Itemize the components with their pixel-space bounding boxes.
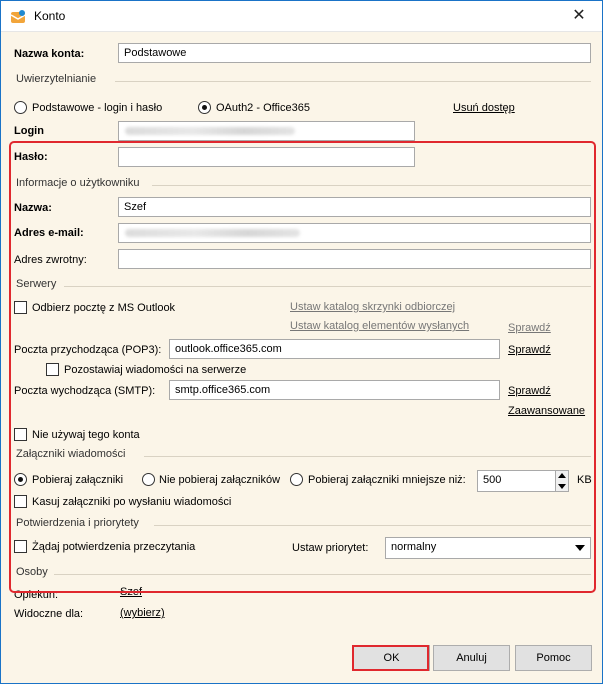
check-smtp-link[interactable]: Sprawdź [508, 385, 551, 397]
attachments-section-title: Załączniki wiadomości [16, 448, 126, 460]
login-label: Login [14, 125, 44, 137]
confirm-section-title: Potwierdzenia i priorytety [16, 517, 139, 529]
pop3-input[interactable]: outlook.office365.com [169, 339, 500, 359]
keep-on-server-label: Pozostawiaj wiadomości na serwerze [64, 364, 247, 376]
user-name-input[interactable]: Szef [118, 197, 591, 217]
smaller-attachments-label: Pobieraj załączniki mniejsze niż: [308, 474, 466, 486]
people-section-title: Osoby [16, 566, 48, 578]
password-label: Hasło: [14, 151, 48, 163]
visible-for-label: Widoczne dla: [14, 608, 84, 620]
advanced-link[interactable]: Zaawansowane [508, 405, 586, 417]
size-unit: KB [577, 474, 592, 486]
close-icon[interactable]: ✕ [572, 7, 586, 24]
pop3-label: Poczta przychodząca (POP3): [14, 344, 162, 356]
visible-for-link[interactable]: (wybierz) [120, 607, 165, 619]
email-label: Adres e-mail: [14, 227, 84, 239]
servers-section-title: Serwery [16, 278, 57, 290]
delete-attachments-label: Kasuj załączniki po wysłaniu wiadomości [32, 496, 232, 508]
ok-button[interactable]: OK [353, 645, 430, 671]
app-logo-icon [10, 9, 26, 25]
disable-account-label: Nie używaj tego konta [32, 429, 140, 441]
cancel-button[interactable]: Anuluj [433, 645, 510, 671]
account-name-label: Nazwa konta: [14, 48, 85, 60]
remove-access-link[interactable]: Usuń dostęp [453, 102, 515, 114]
smtp-label: Poczta wychodząca (SMTP): [14, 385, 156, 397]
title-bar [1, 1, 602, 32]
set-sent-folder-link[interactable]: Ustaw katalog elementów wysłanych [290, 320, 470, 332]
outlook-label: Odbierz pocztę z MS Outlook [32, 302, 176, 314]
basic-auth-radio[interactable] [14, 101, 27, 114]
login-input[interactable] [118, 121, 415, 141]
oauth-label: OAuth2 - Office365 [216, 102, 310, 114]
get-attachments-label: Pobieraj załączniki [32, 474, 124, 486]
separator [115, 81, 591, 82]
set-inbox-folder-link[interactable]: Ustaw katalog skrzynki odbiorczej [290, 301, 456, 313]
account-name-input[interactable]: Podstawowe [118, 43, 591, 63]
guardian-label: Opiekun: [14, 589, 59, 601]
user-section-title: Informacje o użytkowniku [16, 177, 140, 189]
highlight-frame [9, 141, 596, 593]
guardian-link[interactable]: Szef [120, 586, 143, 598]
basic-auth-label: Podstawowe - login i hasło [32, 102, 163, 114]
reply-address-label: Adres zwrotny: [14, 254, 87, 266]
max-size-input[interactable]: 500 [477, 470, 556, 492]
redacted-text [125, 127, 295, 135]
check-outlook-link[interactable]: Sprawdź [508, 322, 551, 334]
read-receipt-label: Żądaj potwierdzenia przeczytania [32, 541, 196, 553]
dialog-body [2, 33, 601, 633]
user-name-label: Nazwa: [14, 202, 52, 214]
window-title: Konto [34, 9, 66, 23]
priority-value: normalny [391, 541, 437, 553]
ok-highlight-frame [352, 645, 429, 671]
smtp-input[interactable]: smtp.office365.com [169, 380, 500, 400]
help-button[interactable]: Pomoc [515, 645, 592, 671]
oauth-radio[interactable] [198, 101, 211, 114]
auth-section-title: Uwierzytelnianie [16, 73, 97, 85]
check-pop3-link[interactable]: Sprawdź [508, 344, 551, 356]
no-attachments-label: Nie pobieraj załączników [159, 474, 281, 486]
priority-label: Ustaw priorytet: [292, 542, 369, 554]
